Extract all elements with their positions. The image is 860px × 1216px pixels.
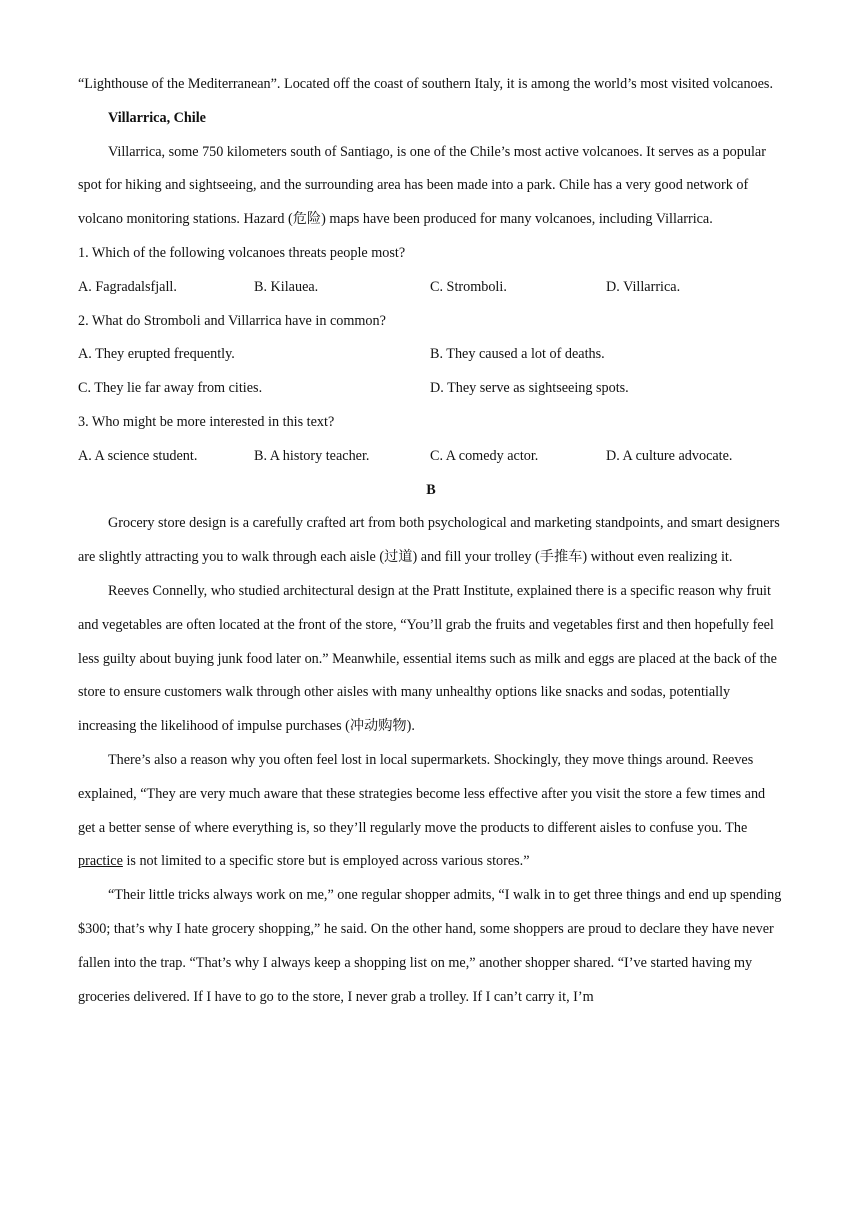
passage-b-paragraph-3 — [78, 744, 784, 879]
option-b: B. Kilauea. — [254, 278, 319, 295]
option-d: D. They serve as sightseeing spots. — [430, 380, 629, 397]
option-c: C. They lie far away from cities. — [78, 380, 263, 397]
question-2-options-row-1 — [78, 338, 784, 372]
option-c: C. Stromboli. — [430, 278, 507, 295]
question-2-stem: 2. What do Stromboli and Villarrica have in common? — [78, 312, 386, 329]
section-b-heading: B — [426, 481, 436, 498]
option-c: C. A comedy actor. — [430, 447, 539, 464]
question-3-options — [78, 440, 784, 474]
paragraph-3-text-start: There’s also a reason why you often feel lost in local supermarkets. Shockingly, they move things around. Reeves explained, “They are very much aware that these strategies become less effective after you visit the store a few times and get a better sense of where everything is, so they’ll regularly move the products to different aisles to confuse you. The — [78, 751, 766, 836]
question-3-stem: 3. Who might be more interested in this text? — [78, 413, 335, 430]
underlined-word-practice: practice — [78, 853, 123, 870]
option-a: A. They erupted frequently. — [78, 346, 235, 363]
stromboli-paragraph-tail: “Lighthouse of the Mediterranean”. Located off the coast of southern Italy, it is among the world’s most visited volcanoes. — [78, 76, 773, 92]
option-b: B. They caused a lot of deaths. — [430, 346, 605, 363]
villarrica-heading: Villarrica, Chile — [108, 109, 206, 126]
option-a: A. A science student. — [78, 447, 198, 464]
passage-b-paragraph-4: “Their little tricks always work on me,” one regular shopper admits, “I walk in to get three things and end up spending $300; that’s why I hate grocery shopping,” he said. On the other hand, some shoppers are proud to declare they have never fallen into the trap. “That’s why I always keep a shopping list on me,” another shopper shared. “I’ve started having my groceries delivered. If I have to go to the store, I never grab a trolley. If I can’t carry it, I’m — [78, 887, 782, 1005]
villarrica-paragraph: Villarrica, some 750 kilometers south of Santiago, is one of the Chile’s most active volcanoes. It serves as a popular spot for hiking and sightseeing, and the surrounding area has been made into a park. Chile has a very good network of volcano monitoring stations. Hazard (危险) maps have been produced for many volcanoes, including Villarrica. — [78, 143, 766, 228]
passage-b-paragraph-1: Grocery store design is a carefully crafted art from both psychological and marketing standpoints, and smart designers are slightly attracting you to walk through each aisle (过道) and fill your trolley (手推车) without even realizing it. — [78, 515, 780, 566]
option-b: B. A history teacher. — [254, 447, 370, 464]
question-2-options-row-2 — [78, 372, 784, 406]
question-1-options — [78, 271, 784, 305]
option-d: D. Villarrica. — [606, 278, 681, 295]
option-a: A. Fagradalsfjall. — [78, 278, 177, 295]
option-d: D. A culture advocate. — [606, 447, 733, 464]
document-page — [78, 68, 784, 1014]
passage-b-paragraph-2: Reeves Connelly, who studied architectural design at the Pratt Institute, explained there is a specific reason why fruit and vegetables are often located at the front of the store, “You’ll grab the fruits and vegetables first and then hopefully feel less guilty about buying junk food later on.” Meanwhile, essential items such as milk and eggs are placed at the back of the store to ensure customers walk through other aisles with many unhealthy options like snacks and sodas, potentially increasing the likelihood of impulse purchases (冲动购物). — [78, 582, 777, 735]
question-1-stem: 1. Which of the following volcanoes threats people most? — [78, 244, 406, 261]
paragraph-3-text-end: is not limited to a specific store but is employed across various stores.” — [122, 853, 530, 870]
